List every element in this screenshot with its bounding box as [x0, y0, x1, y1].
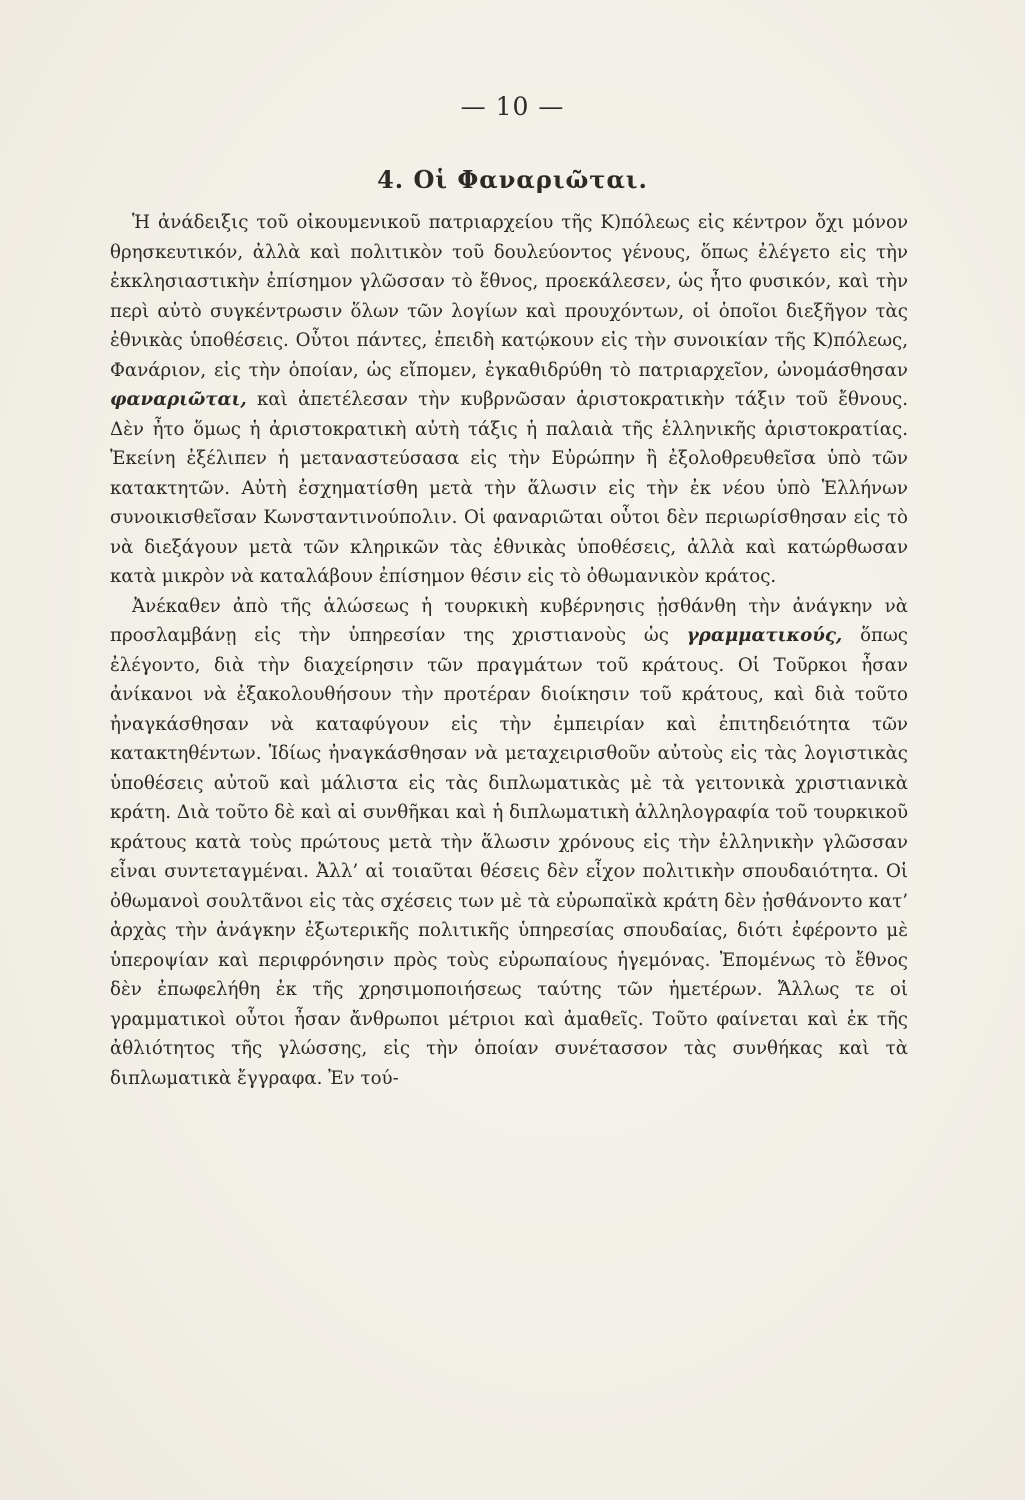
- paragraph: [110, 208, 908, 592]
- section-heading: 4. Οἱ Φαναριῶται.: [377, 165, 648, 194]
- paragraph-text: ὅπως ἐλέγοντο, διὰ τὴν διαχείρησιν τῶν πραγμάτων τοῦ κράτους. Οἱ Τοῦρκοι ἦσαν ἀνίκανοι νὰ ἐξακολουθήσουν τὴν προτέραν διοίκησιν τοῦ κράτους, καὶ διὰ τοῦτο ἠναγκάσθησαν νὰ καταφύγουν εἰς τὴν ἐμπειρίαν καὶ ἐπιτηδειότητα τῶν κατακτηθέντων. Ἰδίως ἠναγκάσθησαν νὰ μεταχειρισθοῦν αὐτοὺς εἰς τὰς λογιστικὰς ὑποθέσεις αὐτοῦ καὶ μάλιστα εἰς τὰς διπλωματικὰς μὲ τὰ γειτονικὰ χριστιανικὰ κράτη. Διὰ τοῦτο δὲ καὶ αἱ συνθῆκαι καὶ ἡ διπλωματικὴ ἀλληλογραφία τοῦ τουρκικοῦ κράτους κατὰ τοὺς πρώτους μετὰ τὴν ἅλωσιν χρόνους εἰς τὴν ἑλληνικὴν γλῶσσαν εἶναι συντεταγμέναι. Ἀλλ’ αἱ τοιαῦται θέσεις δὲν εἶχον πολιτικὴν σπουδαιότητα. Οἱ ὀθωμανοὶ σουλτᾶνοι εἰς τὰς σχέσεις των μὲ τὰ εὐρωπαϊκὰ κράτη δὲν ᾐσθάνοντο κατ’ ἀρχὰς τὴν ἀνάγκην ἐξωτερικῆς πολιτικῆς ὑπηρεσίας σπουδαίας, διότι ἐφέροντο μὲ ὑπεροψίαν καὶ περιφρόνησιν πρὸς τοὺς εὐρωπαίους ἡγεμόνας. Ἐπομένως τὸ ἔθνος δὲν ἐπωφελήθη ἐκ τῆς χρησιμοποιήσεως ταύτης τῶν ἡμετέρων. Ἄλλως τε οἱ γραμματικοὶ οὗτοι ἦσαν ἄνθρωποι μέτριοι καὶ ἀμαθεῖς. Τοῦτο φαίνεται καὶ ἐκ τῆς ἀθλιότητος τῆς γλώσσης, εἰς τὴν ὁποίαν συνέτασσον τὰς συνθήκας καὶ τὰ διπλωματικὰ ἔγγραφα. Ἐν τού-: [110, 625, 908, 1089]
- emphasis-term: γραμματικούς,: [686, 625, 843, 646]
- page-number: — 10 —: [460, 92, 565, 121]
- emphasis-term: φαναριῶται,: [110, 389, 247, 410]
- body-text: [110, 208, 908, 1093]
- paragraph-text: Ἡ ἀνάδειξις τοῦ οἰκουμενικοῦ πατριαρχείου τῆς Κ)πόλεως εἰς κέντρον ὄχι μόνον θρησκευτικόν, ἀλλὰ καὶ πολιτικὸν τοῦ δουλεύοντος γένους, ὅπως ἐλέγετο εἰς τὴν ἐκκλησιαστικὴν ἐπίσημον γλῶσσαν τὸ ἔθνος, προεκάλεσεν, ὡς ἦτο φυσικόν, καὶ τὴν περὶ αὐτὸ συγκέντρωσιν ὅλων τῶν λογίων καὶ προυχόντων, οἱ ὁποῖοι διεξῆγον τὰς ἐθνικὰς ὑποθέσεις. Οὗτοι πάντες, ἐπειδὴ κατῴκουν εἰς τὴν συνοικίαν τῆς Κ)πόλεως, Φανάριον, εἰς τὴν ὁποίαν, ὡς εἴπομεν, ἐγκαθιδρύθη τὸ πατριαρχεῖον, ὠνομάσθησαν: [110, 212, 908, 381]
- paragraph-text: καὶ ἀπετέλεσαν τὴν κυβρνῶσαν ἀριστοκρατικὴν τάξιν τοῦ ἔθνους. Δὲν ἦτο ὅμως ἡ ἀριστοκρατικὴ αὐτὴ τάξις ἡ παλαιὰ τῆς ἑλληνικῆς ἀριστοκρατίας. Ἐκείνη ἐξέλιπεν ἡ μεταναστεύσασα εἰς τὴν Εὐρώπην ἢ ἐξολοθρευθεῖσα ὑπὸ τῶν κατακτητῶν. Αὐτὴ ἐσχηματίσθη μετὰ τὴν ἅλωσιν εἰς τὴν ἐκ νέου ὑπὸ Ἑλλήνων συνοικισθεῖσαν Κωνσταντινούπολιν. Οἱ φαναριῶται οὗτοι δὲν περιωρίσθησαν εἰς τὸ νὰ διεξάγουν μετὰ τῶν κληρικῶν τὰς ἐθνικὰς ὑποθέσεις, ἀλλὰ καὶ κατώρθωσαν κατὰ μικρὸν νὰ καταλάβουν ἐπίσημον θέσιν εἰς τὸ ὀθωμανικὸν κράτος.: [110, 389, 908, 587]
- paragraph-text: Ἀνέκαθεν ἀπὸ τῆς ἁλώσεως ἡ τουρκικὴ κυβέρνησις ᾐσθάνθη τὴν ἀνάγκην νὰ προσλαμβάνῃ εἰς τὴν ὑπηρεσίαν της χριστιανοὺς ὡς: [110, 595, 908, 646]
- paragraph: [110, 592, 908, 1094]
